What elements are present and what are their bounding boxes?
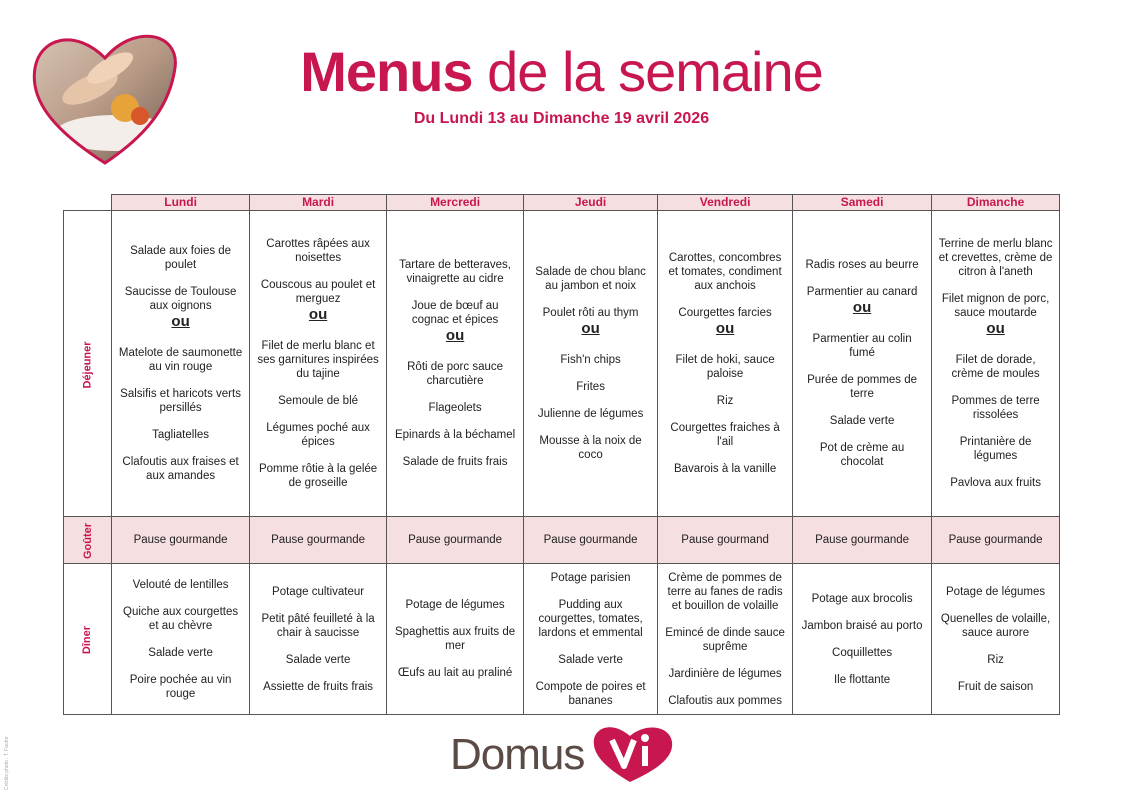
dish-item: Pause gourmande — [543, 534, 638, 546]
dish-item: Quenelles de volaille, sauce aurore — [940, 612, 1051, 639]
dish-item: Tagliatelles — [152, 429, 210, 441]
dish-item: Terrine de merlu blanc et crevettes, crème de citron à l'aneth — [938, 238, 1053, 278]
dish-item: Bavarois à la vanille — [673, 463, 777, 475]
dish-item: Courgettes fraiches à l'ail — [670, 422, 780, 448]
ou-separator: ou — [308, 306, 328, 323]
heart-vi-icon — [590, 722, 680, 784]
dish-item: Salade de fruits frais — [402, 456, 508, 468]
dish-item: Tartare de betteraves, vinaigrette au cidre — [399, 259, 512, 285]
dish-item: Quiche aux courgettes et au chèvre — [123, 605, 239, 632]
dish-item: Pavlova aux fruits — [950, 477, 1041, 489]
day-header-row — [64, 195, 1060, 211]
gouter-cell-vendredi — [658, 517, 793, 564]
dish-item: Parmentier au colin fumé — [812, 333, 912, 359]
ou-separator: ou — [445, 327, 465, 344]
ou-separator: ou — [986, 320, 1005, 337]
page-subtitle: Du Lundi 13 au Dimanche 19 avril 2026 — [413, 110, 710, 127]
dish-item: Salade de chou blanc au jambon et noix — [535, 266, 646, 292]
day-header-vendredi: Vendredi — [658, 195, 793, 211]
dish-item: Potage cultivateur — [272, 585, 365, 598]
dish-item: Radis roses au beurre — [805, 259, 919, 271]
dish-item: Pause gourmande — [408, 534, 503, 546]
dish-item: Spaghettis aux fruits de mer — [394, 626, 516, 652]
dish-item: Potage de légumes — [405, 599, 505, 611]
ou-separator: ou — [852, 299, 872, 316]
dish-item: Compote de poires et bananes — [535, 680, 646, 707]
dish-item: Poulet rôti au thym — [542, 307, 639, 319]
day-header-mercredi: Mercredi — [387, 195, 524, 211]
dish-item: Fruit de saison — [957, 680, 1034, 693]
dish-item: Petit pâté feuilleté à la chair à saucisse — [261, 612, 375, 639]
diner-cell-mercredi — [387, 564, 524, 715]
diner-cell-jeudi — [524, 564, 658, 715]
gouter-cell-dimanche — [932, 517, 1060, 564]
page-title: Menus de la semaine — [300, 40, 823, 103]
dish-item: Clafoutis aux pommes — [668, 694, 782, 707]
dish-item: Pause gourmande — [948, 534, 1043, 546]
dish-item: Frites — [576, 381, 605, 393]
dish-item: Jambon braisé au porto — [801, 619, 923, 632]
dish-item: Jardinière de légumes — [668, 667, 782, 680]
dish-item: Légumes poché aux épices — [266, 422, 370, 448]
diner-cell-vendredi — [658, 564, 793, 715]
dish-item: Pommes de terre rissolées — [951, 395, 1040, 421]
dish-item: Pudding aux courgettes, tomates, lardons et emmental — [538, 598, 643, 639]
dish-item: Clafoutis aux fraises et aux amandes — [122, 456, 239, 482]
dish-item: Riz — [987, 653, 1004, 666]
diner-row — [64, 564, 1060, 715]
dish-item: Filet mignon de porc, sauce moutarde — [941, 293, 1050, 319]
gouter-cell-mardi — [250, 517, 387, 564]
day-header-samedi: Samedi — [793, 195, 932, 211]
dejeuner-cell-mercredi — [387, 211, 524, 517]
ou-separator: ou — [715, 320, 735, 337]
dish-item: Salade verte — [285, 653, 351, 666]
day-header-dimanche: Dimanche — [932, 195, 1060, 211]
dish-item: Pot de crème au chocolat — [819, 442, 905, 468]
diner-cell-samedi — [793, 564, 932, 715]
diner-cell-lundi — [112, 564, 250, 715]
gouter-cell-mercredi — [387, 517, 524, 564]
dish-item: Filet de dorade, crème de moules — [951, 354, 1040, 380]
dish-item: Salade verte — [148, 646, 213, 659]
dish-item: Carottes râpées aux noisettes — [266, 238, 370, 264]
dish-item: Matelote de saumonette au vin rouge — [118, 347, 243, 373]
day-header-jeudi: Jeudi — [524, 195, 658, 211]
dish-item: Filet de merlu blanc et ses garnitures inspirées du tajine — [257, 340, 379, 380]
dejeuner-cell-dimanche — [932, 211, 1060, 517]
day-header-mardi: Mardi — [250, 195, 387, 211]
dish-item: Fish'n chips — [560, 354, 621, 366]
gouter-cell-samedi — [793, 517, 932, 564]
dish-item: Printanière de légumes — [959, 436, 1032, 462]
diner-cell-mardi — [250, 564, 387, 715]
dejeuner-cell-mardi — [250, 211, 387, 517]
dish-item: Coquillettes — [832, 646, 893, 659]
dejeuner-cell-lundi — [112, 211, 250, 517]
day-header-lundi: Lundi — [112, 195, 250, 211]
row-label-dejeuner: Déjeuner — [64, 211, 112, 517]
dish-item: Assiette de fruits frais — [263, 680, 374, 693]
dish-item: Pause gourmande — [133, 534, 228, 546]
dish-item: Crème de pommes de terre au fanes de radis et bouillon de volaille — [667, 571, 783, 612]
dish-item: Parmentier au canard — [806, 286, 918, 298]
dish-item: Epinards à la béchamel — [394, 429, 516, 441]
dish-item: Riz — [716, 395, 734, 407]
gouter-row — [64, 517, 1060, 564]
dish-item: Velouté de lentilles — [132, 578, 229, 591]
ou-separator: ou — [581, 320, 600, 337]
dish-item: Rôti de porc sauce charcutière — [407, 361, 504, 387]
dish-item: Potage de légumes — [946, 585, 1046, 598]
dish-item: Potage aux brocolis — [811, 592, 913, 605]
dish-item: Emincé de dinde sauce suprême — [665, 626, 785, 653]
dish-item: Flageolets — [428, 402, 482, 414]
dish-item: Pause gourmand — [681, 534, 769, 546]
menu-table — [63, 194, 1060, 715]
dish-item: Poire pochée au vin rouge — [129, 673, 232, 700]
dish-item: Salade verte — [558, 653, 623, 666]
row-label-gouter: Goûter — [64, 517, 112, 564]
row-label-diner: Dîner — [64, 564, 112, 715]
dish-item: Purée de pommes de terre — [807, 374, 918, 400]
gouter-cell-jeudi — [524, 517, 658, 564]
dejeuner-cell-samedi — [793, 211, 932, 517]
gouter-cell-lundi — [112, 517, 250, 564]
dish-item: Salade verte — [829, 415, 895, 427]
dish-item: Salade aux foies de poulet — [130, 245, 232, 271]
dish-item: Couscous au poulet et merguez — [260, 279, 376, 305]
dish-item: Ile flottante — [833, 673, 891, 686]
dish-item: Filet de hoki, sauce paloise — [675, 354, 775, 380]
dish-item: Carottes, concombres et tomates, condiment aux anchois — [668, 252, 782, 292]
dish-item: Potage parisien — [550, 571, 631, 584]
dejeuner-cell-jeudi — [524, 211, 658, 517]
dish-item: Pomme rôtie à la gelée de groseille — [258, 463, 378, 489]
header-corner — [64, 195, 112, 211]
dish-item: Œufs au lait au praliné — [397, 667, 513, 679]
dejeuner-row — [64, 211, 1060, 517]
dish-item: Saucisse de Toulouse aux oignons — [124, 286, 237, 312]
dish-item: Pause gourmande — [815, 534, 910, 546]
dejeuner-cell-vendredi — [658, 211, 793, 517]
dish-item: Joue de bœuf au cognac et épices — [411, 300, 499, 326]
diner-cell-dimanche — [932, 564, 1060, 715]
dish-item: Pause gourmande — [271, 534, 366, 546]
dish-item: Semoule de blé — [278, 395, 359, 407]
domusvi-logo: Domus — [450, 722, 690, 782]
dish-item: Mousse à la noix de coco — [539, 435, 642, 461]
dish-item: Salsifis et haricots verts persillés — [120, 388, 241, 414]
dish-item: Courgettes farcies — [678, 307, 772, 319]
dish-item: Julienne de légumes — [537, 408, 644, 420]
ou-separator: ou — [171, 313, 190, 330]
photo-credits: Crédits photo : T. Fautre — [4, 736, 10, 790]
